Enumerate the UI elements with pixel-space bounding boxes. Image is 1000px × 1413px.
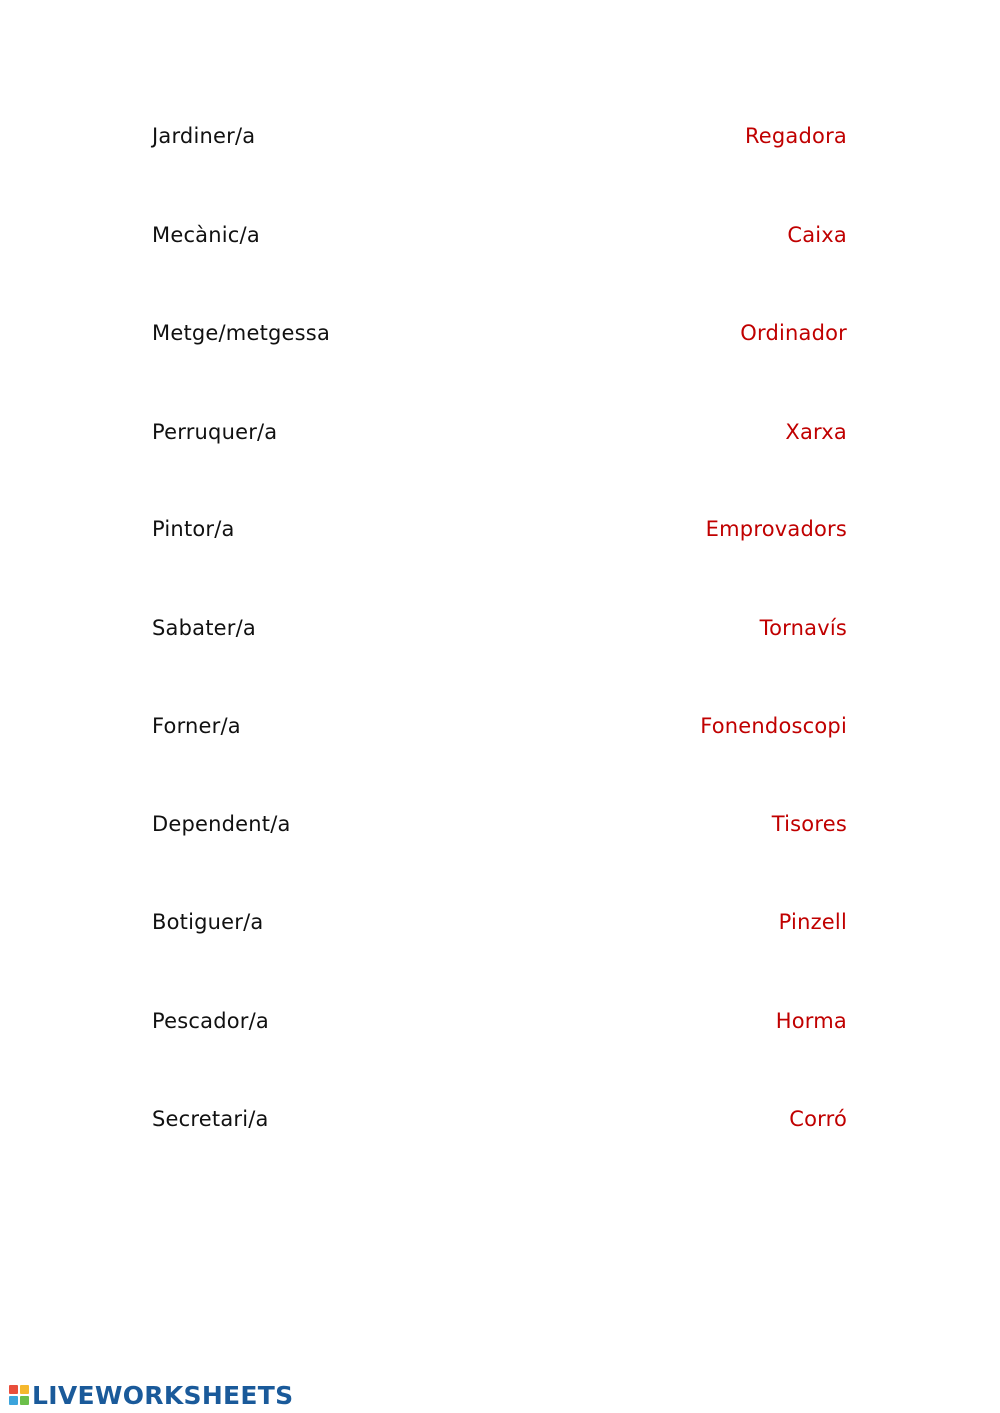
tool-word[interactable]: Horma xyxy=(775,1009,847,1033)
profession-word[interactable]: Pescador/a xyxy=(152,1009,269,1033)
tool-word[interactable]: Caixa xyxy=(787,223,847,247)
word-pair-row xyxy=(152,215,847,255)
tool-word[interactable]: Xarxa xyxy=(785,420,847,444)
tool-word[interactable]: Tisores xyxy=(771,812,847,836)
liveworksheets-logo xyxy=(8,1380,293,1410)
tool-word[interactable]: Fonendoscopi xyxy=(700,714,847,738)
word-pair-row xyxy=(152,902,847,942)
tool-word[interactable]: Corró xyxy=(789,1107,847,1131)
word-pair-row xyxy=(152,706,847,746)
profession-word[interactable]: Botiguer/a xyxy=(152,910,264,934)
profession-word[interactable]: Perruquer/a xyxy=(152,420,278,444)
word-pair-row xyxy=(152,1099,847,1139)
word-pair-row xyxy=(152,608,847,648)
liveworksheets-logo-icon xyxy=(8,1384,30,1406)
tool-word[interactable]: Emprovadors xyxy=(705,517,847,541)
tool-word[interactable]: Ordinador xyxy=(740,321,847,345)
tool-word[interactable]: Pinzell xyxy=(778,910,847,934)
profession-word[interactable]: Pintor/a xyxy=(152,517,235,541)
word-pair-row xyxy=(152,804,847,844)
profession-word[interactable]: Forner/a xyxy=(152,714,241,738)
word-pair-row xyxy=(152,116,847,156)
profession-word[interactable]: Mecànic/a xyxy=(152,223,260,247)
profession-word[interactable]: Jardiner/a xyxy=(152,124,256,148)
tool-word[interactable]: Tornavís xyxy=(759,616,847,640)
tool-word[interactable]: Regadora xyxy=(744,124,847,148)
profession-word[interactable]: Dependent/a xyxy=(152,812,291,836)
logo-text: LIVEWORKSHEETS xyxy=(32,1380,294,1410)
word-pair-row xyxy=(152,412,847,452)
profession-word[interactable]: Sabater/a xyxy=(152,616,256,640)
word-pair-row xyxy=(152,509,847,549)
profession-word[interactable]: Secretari/a xyxy=(152,1107,269,1131)
profession-word[interactable]: Metge/metgessa xyxy=(152,321,331,345)
word-pair-row xyxy=(152,1001,847,1041)
word-pair-row xyxy=(152,313,847,353)
